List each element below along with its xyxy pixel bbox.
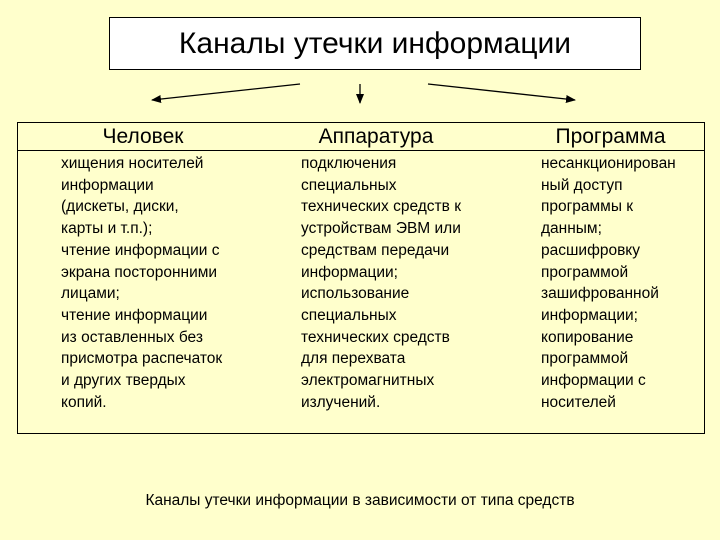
column-text-hardware: подключения специальных технических средств к устройствам ЭВМ или средствам передачи информации; использование специальных технических средств для перехвата электромагнитных излучений. bbox=[301, 155, 461, 411]
column-heading-hardware: Аппаратура bbox=[318, 125, 434, 148]
header-divider bbox=[18, 150, 704, 151]
channels-table bbox=[17, 122, 705, 434]
diagram-title: Каналы утечки информации bbox=[109, 17, 641, 70]
diagram-caption: Каналы утечки информации в зависимости от типа средств bbox=[145, 492, 575, 509]
arrow-left bbox=[152, 84, 300, 100]
column-heading-software: Программа bbox=[555, 125, 666, 148]
column-text-software: несанкционирован ный доступ программы к данным; расшифровку программой зашифрованной информации; копирование программой информации с носителей bbox=[541, 155, 676, 411]
column-text-person: хищения носителей информации (дискеты, диски, карты и т.п.); чтение информации с экрана посторонними лицами; чтение информации из оставленных без присмотра распечаток и других твердых копий. bbox=[61, 155, 223, 411]
arrow-right bbox=[428, 84, 575, 100]
column-heading-person: Человек bbox=[102, 125, 184, 148]
